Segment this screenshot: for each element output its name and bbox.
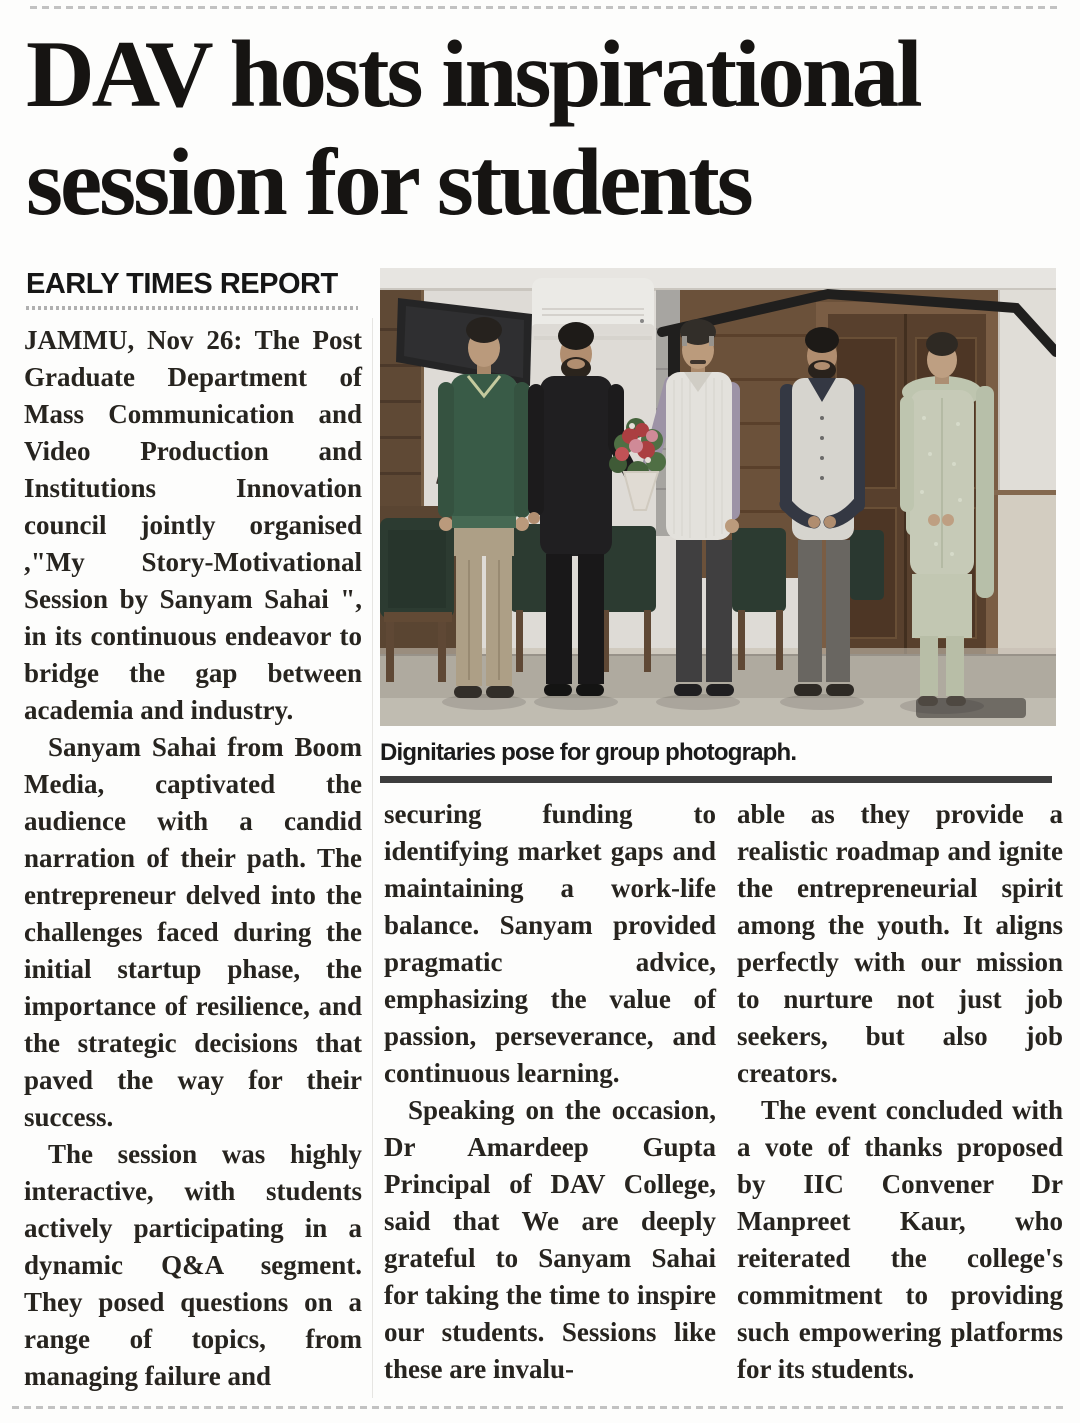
byline-underline bbox=[26, 306, 358, 310]
headline-line-1: DAV hosts inspirational bbox=[26, 21, 920, 127]
paragraph: Speaking on the occasion, Dr Amardeep Gupta Principal of DAV College, said that We are deeply grateful to Sanyam Sahai for taking the time to inspire our students. Sessions like these are invalu- bbox=[384, 1095, 716, 1384]
paragraph: The event concluded with a vote of thanks proposed by IIC Convener Dr Manpreet Kaur, who reiterated the college's commitment to providing such empowering platforms for its students. bbox=[737, 1095, 1063, 1384]
top-dashed-rule bbox=[30, 6, 1058, 9]
body-column-3 bbox=[737, 796, 1063, 1400]
photo-caption: Dignitaries pose for group photograph. bbox=[380, 739, 797, 766]
byline: EARLY TIMES REPORT bbox=[26, 268, 338, 300]
group-photo-illustration bbox=[380, 268, 1056, 726]
column-gutter-rule bbox=[372, 318, 373, 1398]
body-column-2 bbox=[384, 796, 716, 1400]
caption-rule bbox=[380, 776, 1052, 783]
article-photo-figure bbox=[380, 268, 1056, 783]
paragraph: securing funding to identifying market gaps and maintaining a work-life balance. Sanyam provided pragmatic advice, emphasizing the value of passion, perseverance, and continuous learning. bbox=[384, 799, 716, 1088]
paragraph: able as they provide a realistic roadmap and ignite the entrepreneurial spirit among the youth. It aligns perfectly with our mission to nurture not just job seekers, but also job creators. bbox=[737, 799, 1063, 1088]
body-column-1 bbox=[24, 322, 362, 1400]
paragraph: The session was highly interactive, with students actively participating in a dynamic Q&A segment. They posed questions on a range of topics, from managing failure and bbox=[24, 1139, 362, 1391]
bottom-dashed-rule bbox=[12, 1406, 1068, 1409]
paragraph: Sanyam Sahai from Boom Media, captivated the audience with a candid narration of their path. The entrepreneur delved into the challenges faced during the initial startup phase, the importance of resilience, and the strategic decisions that paved the way for their success. bbox=[24, 732, 362, 1132]
headline bbox=[26, 20, 1056, 237]
paragraph: JAMMU, Nov 26: The Post Graduate Department of Mass Communication and Video Production and Institutions Innovation council jointly organised ,"My Story-Motivational Session by Sanyam Sahai ", in its continuous endeavor to bridge the gap between academia and industry. bbox=[24, 325, 362, 725]
headline-line-2: session for students bbox=[26, 129, 751, 236]
